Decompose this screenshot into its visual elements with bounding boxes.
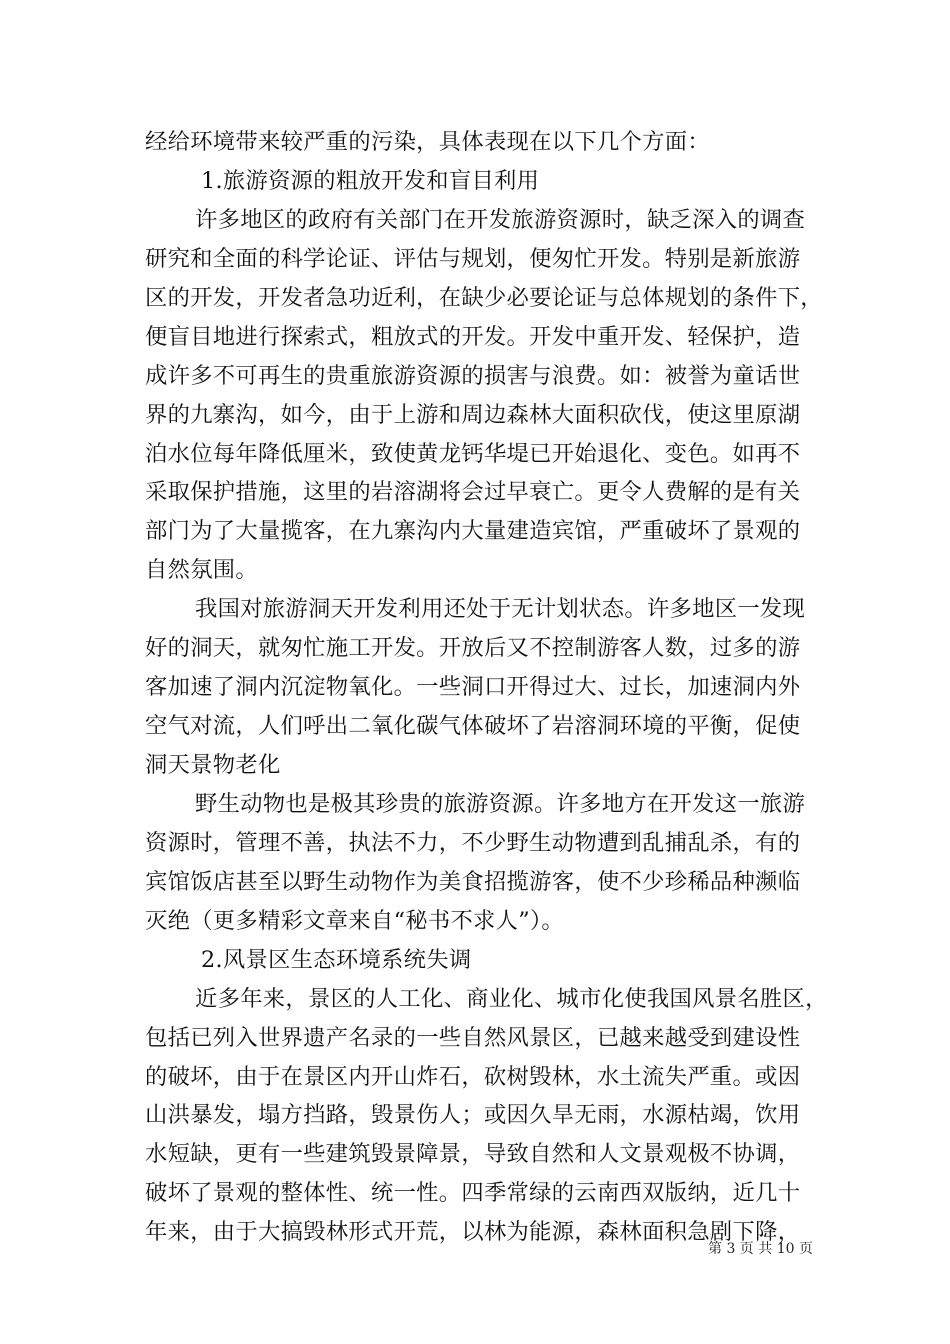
document-body bbox=[145, 123, 828, 1252]
text-line-27: 水短缺，更有一些建筑毁景障景，导致自然和人文景观极不协调， bbox=[145, 1141, 801, 1168]
text-line-5: 区的开发，开发者急功近利，在缺少必要论证与总体规划的条件下， bbox=[145, 284, 823, 311]
text-line-8: 界的九寨沟，如今，由于上游和周边森林大面积砍伐，使这里原湖 bbox=[145, 401, 801, 428]
text-line-14: 好的洞天，就匆忙施工开发。开放后又不控制游客人数，过多的游 bbox=[145, 635, 801, 662]
text-line-26: 山洪暴发，塌方挡路，毁景伤人；或因久旱无雨，水源枯竭，饮用 bbox=[145, 1102, 801, 1129]
text-line-15: 客加速了洞内沉淀物氧化。一些洞口开得过大、过长，加速洞内外 bbox=[145, 674, 801, 701]
text-line-18: 野生动物也是极其珍贵的旅游资源。许多地方在开发这一旅游 bbox=[195, 790, 806, 817]
text-line-20: 宾馆饭店甚至以野生动物作为美食招揽游客，使不少珍稀品种濒临 bbox=[145, 868, 801, 895]
text-line-25: 的破坏，由于在景区内开山炸石，砍树毁林，水土流失严重。或因 bbox=[145, 1063, 801, 1090]
text-line-28: 破坏了景观的整体性、统一性。四季常绿的云南西双版纳，近几十 bbox=[145, 1180, 801, 1207]
text-line-29: 年来，由于大搞毁林形式开荒，以林为能源，森林面积急剧下降， bbox=[145, 1219, 801, 1246]
text-line-17: 洞天景物老化 bbox=[145, 752, 281, 778]
text-line-16: 空气对流，人们呼出二氧化碳气体破坏了岩溶洞环境的平衡，促使 bbox=[145, 713, 801, 740]
text-line-12: 自然氛围。 bbox=[145, 557, 258, 584]
text-line-11: 部门为了大量揽客，在九寨沟内大量建造宾馆，严重破坏了景观的 bbox=[145, 518, 801, 545]
text-line-13: 我国对旅游洞天开发利用还处于无计划状态。许多地区一发现 bbox=[195, 596, 806, 623]
text-line-9: 泊水位每年降低厘米，致使黄龙钙华堤已开始退化、变色。如再不 bbox=[145, 440, 801, 467]
text-line-23: 近多年来，景区的人工化、商业化、城市化使我国风景名胜区， bbox=[195, 985, 828, 1012]
text-line-6: 便盲目地进行探索式，粗放式的开发。开发中重开发、轻保护，造 bbox=[145, 323, 801, 350]
text-line-1: 经给环境带来较严重的污染，具体表现在以下几个方面： bbox=[145, 129, 710, 155]
text-line-10: 采取保护措施，这里的岩溶湖将会过早衰亡。更令人费解的是有关 bbox=[145, 479, 801, 506]
text-line-24: 包括已列入世界遗产名录的一些自然风景区，已越来越受到建设性 bbox=[145, 1024, 801, 1051]
section-heading-2: 2.风景区生态环境系统失调 bbox=[201, 946, 472, 973]
text-line-21: 灭绝（更多精彩文章来自“秘书不求人”）。 bbox=[145, 907, 564, 934]
text-line-19: 资源时，管理不善，执法不力，不少野生动物遭到乱捕乱杀，有的 bbox=[145, 829, 801, 856]
text-line-4: 研究和全面的科学论证、评估与规划，便匆忙开发。特别是新旅游 bbox=[145, 245, 801, 272]
page-number-footer: 第 3 页 共 10 页 bbox=[708, 1241, 813, 1257]
text-line-7: 成许多不可再生的贵重旅游资源的损害与浪费。如：被誉为童话世 bbox=[145, 362, 801, 389]
text-line-3: 许多地区的政府有关部门在开发旅游资源时，缺乏深入的调查 bbox=[195, 206, 806, 233]
section-heading-1: 1.旅游资源的粗放开发和盲目利用 bbox=[201, 167, 540, 194]
